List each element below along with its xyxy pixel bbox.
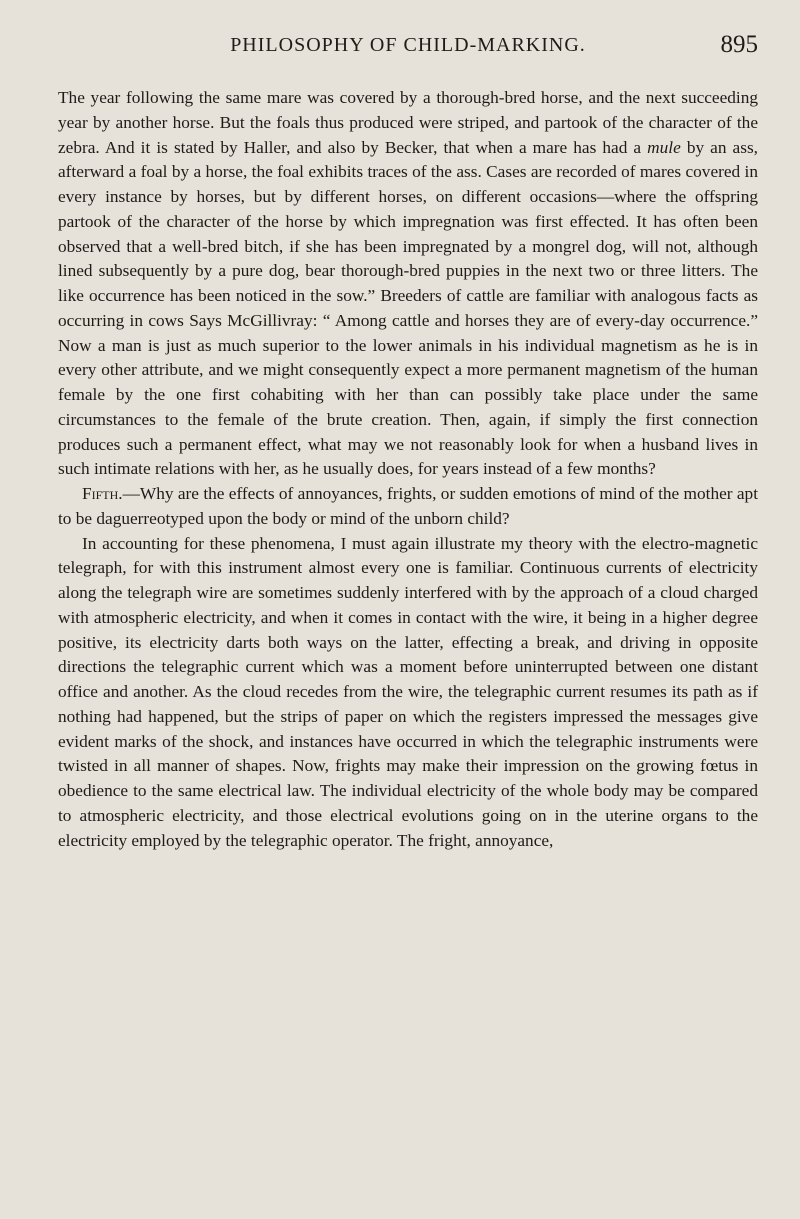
paragraph-2-text: —Why are the effects of annoyances, frights, or sudden emotions of mind of the mother apt to be daguerreotyped upon the body or mind of the unborn child?: [58, 484, 758, 528]
paragraph-1-text-b: by an ass, afterward a foal by a horse, the foal exhibits traces of the ass. Cases are recorded of mares covered in every instance by horses, but by different horses, on different occasions—where the offspring partook of the character of the horse by which impregnation was first effected. It has often been observed that a well-bred bitch, if she has been impregnated by a mongrel dog, will not, although lined subsequently by a pure dog, bear thorough-bred puppies in the next two or three litters. The like occurrence has been noticed in the sow.” Breeders of cattle are familiar with analogous facts as occurring in cows Says McGillivray: “ Among cattle and horses they are of every-day occurrence.” Now a man is just as much superior to the lower animals in his individual magnetism as he is in every other attribute, and we might consequently expect a more permanent magnetism of the human female by the one first cohabiting with her than can possibly take place under the same circumstances to the female of the brute creation. Then, again, if simply the first connection produces such a permanent effect, what may we not reasonably look for when a husband lives in such intimate relations with her, as he usually does, for years instead of a few months?: [58, 137, 758, 479]
paragraph-3: [58, 532, 758, 854]
running-head: [58, 31, 758, 78]
running-title: PHILOSOPHY OF CHILD-MARKING.: [230, 34, 586, 56]
paragraph-1-text-a: The year following the same mare was covered by a thorough-bred horse, and the next succeeding year by another horse. But the foals thus produced were striped, and partook of the character of the zebra. And it is stated by Haller, and also by Becker, that when a mare has had a: [58, 88, 758, 157]
paragraph-1: [58, 86, 758, 482]
paragraph-3-text: In accounting for these phenomena, I must again illustrate my theory with the electro-magnetic telegraph, for with this instrument almost every one is familiar. Continuous currents of electricity along the telegraph wire are sometimes suddenly interfered with by the approach of a cloud charged with atmospheric electricity, and when it comes in contact with the wire, it being in a higher degree positive, its electricity darts both ways on the latter, effecting a break, and driving in opposite directions the telegraphic current which was a moment before uninterrupted between one distant office and another. As the cloud recedes from the wire, the telegraphic current resumes its path as if nothing had happened, but the strips of paper on which the registers impressed the messages give evident marks of the shock, and instances have occurred in which the telegraphic instruments were twisted in all manner of shapes. Now, frights may make their impression on the growing fœtus in obedience to the same electrical law. The individual electricity of the whole body may be compared to atmospheric electricity, and those electrical evolutions going on in the uterine organs to the electricity employed by the telegraphic operator. The fright, annoyance,: [58, 533, 758, 850]
section-lead-fifth: Fifth.: [82, 484, 123, 503]
italic-word-mule: mule: [647, 137, 681, 157]
page-number: 895: [720, 31, 758, 58]
body-text: [58, 86, 758, 853]
paragraph-2: [58, 482, 758, 532]
